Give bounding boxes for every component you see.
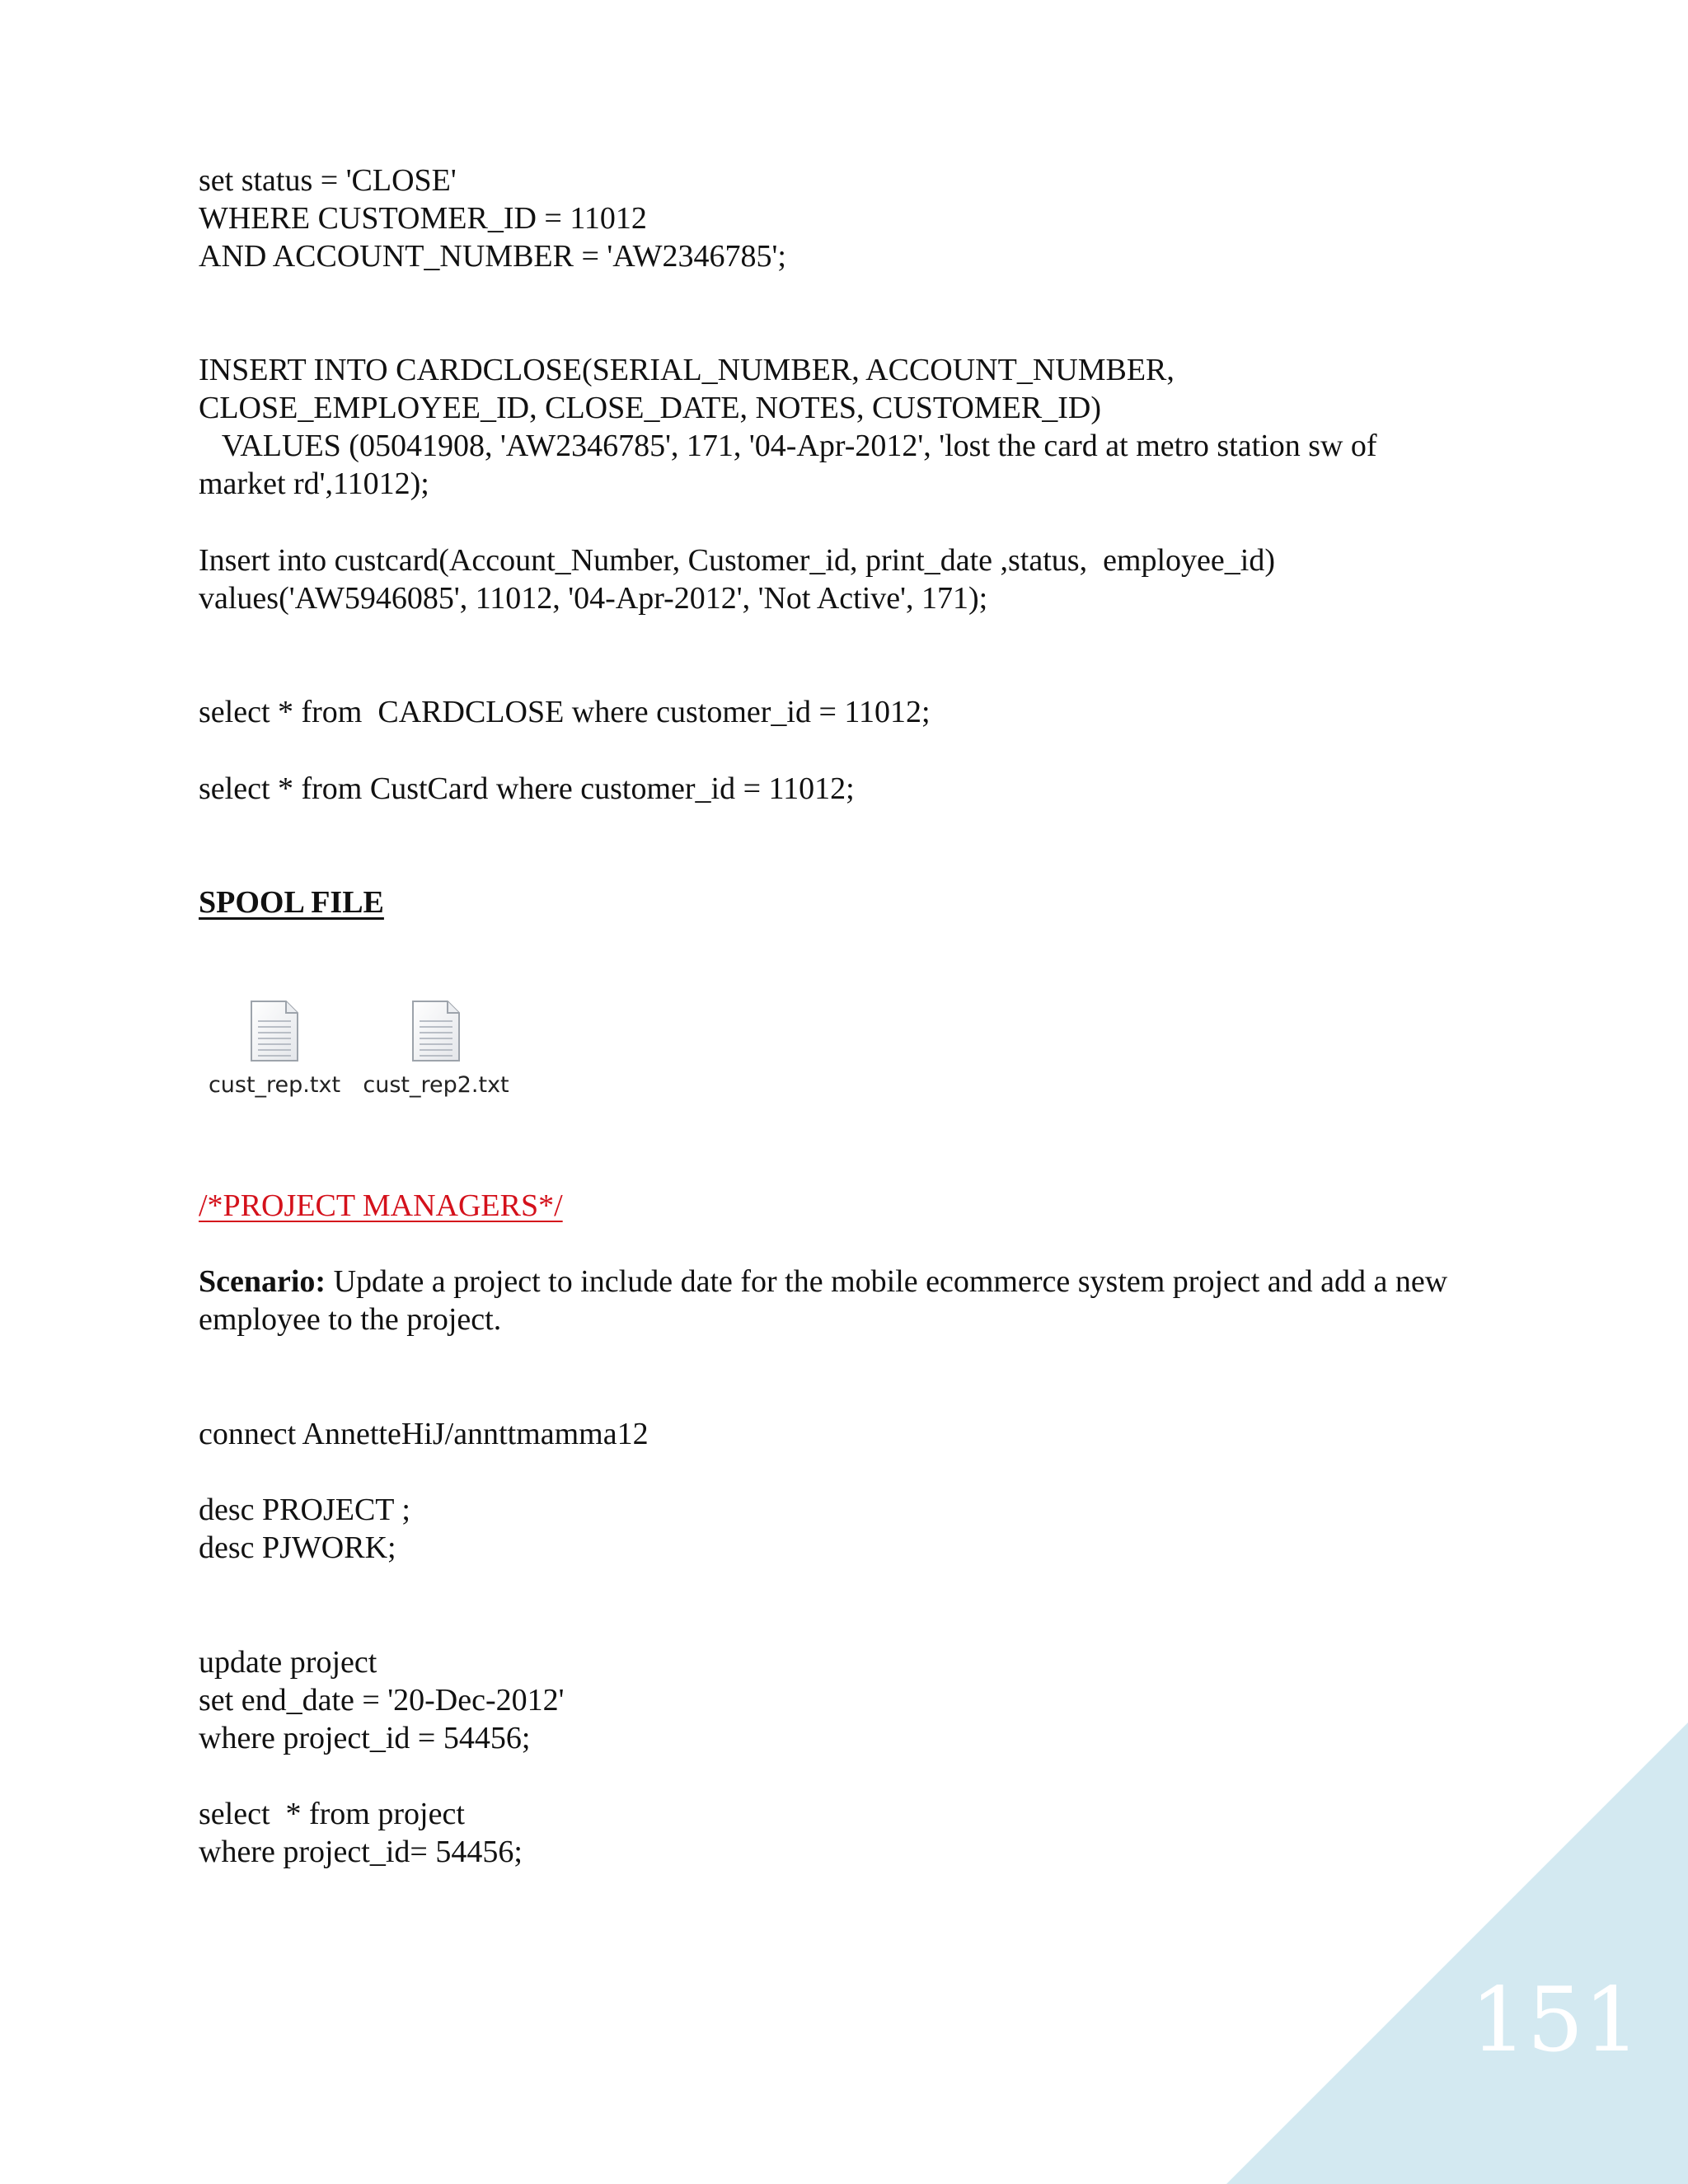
code-line: Insert into custcard(Account_Number, Customer_id, print_date ,status, employee_id)	[199, 543, 1275, 578]
scenario-line-1	[199, 1263, 1447, 1301]
code-line: desc PROJECT ;	[199, 1493, 410, 1527]
scenario-text: Update a project to include date for the mobile ecommerce system project and add a new	[326, 1264, 1448, 1299]
code-line: INSERT INTO CARDCLOSE(SERIAL_NUMBER, ACCOUNT_NUMBER,	[199, 353, 1175, 387]
code-line: update project	[199, 1645, 377, 1680]
page-number: 151	[1470, 1969, 1640, 2072]
text-file-icon	[411, 1000, 461, 1062]
code-line: AND ACCOUNT_NUMBER = 'AW2346785';	[199, 239, 786, 274]
code-line: desc PJWORK;	[199, 1530, 396, 1565]
attachment-cust-rep[interactable]	[196, 1000, 353, 1098]
code-line: connect AnnetteHiJ/annttmamma12	[199, 1417, 649, 1451]
corner-triangle-decoration	[1226, 1722, 1688, 2184]
project-managers-comment: /*PROJECT MANAGERS*/	[199, 1188, 563, 1223]
text-file-icon	[250, 1000, 299, 1062]
code-line: set status = 'CLOSE'	[199, 163, 457, 198]
code-line: values('AW5946085', 11012, '04-Apr-2012', 'Not Active', 171);	[199, 581, 988, 616]
code-line: CLOSE_EMPLOYEE_ID, CLOSE_DATE, NOTES, CUSTOMER_ID)	[199, 391, 1101, 425]
code-line: where project_id= 54456;	[199, 1835, 523, 1869]
code-line: VALUES (05041908, 'AW2346785', 171, '04-Apr-2012', 'lost the card at metro station sw of	[199, 429, 1377, 463]
code-line: select * from CustCard where customer_id = 11012;	[199, 771, 855, 806]
attachment-filename: cust_rep2.txt	[363, 1072, 509, 1098]
code-line: where project_id = 54456;	[199, 1721, 531, 1755]
attachment-cust-rep2[interactable]	[358, 1000, 514, 1098]
scenario-line-2: employee to the project.	[199, 1302, 502, 1337]
code-line: market rd',11012);	[199, 466, 429, 501]
attachment-filename: cust_rep.txt	[208, 1072, 341, 1098]
code-line: set end_date = '20-Dec-2012'	[199, 1683, 565, 1718]
scenario-label: Scenario:	[199, 1264, 326, 1299]
spool-file-heading: SPOOL FILE	[199, 885, 384, 920]
code-line: select * from CARDCLOSE where customer_id = 11012;	[199, 695, 931, 729]
code-line: select * from project	[199, 1797, 465, 1831]
code-line: WHERE CUSTOMER_ID = 11012	[199, 201, 647, 236]
